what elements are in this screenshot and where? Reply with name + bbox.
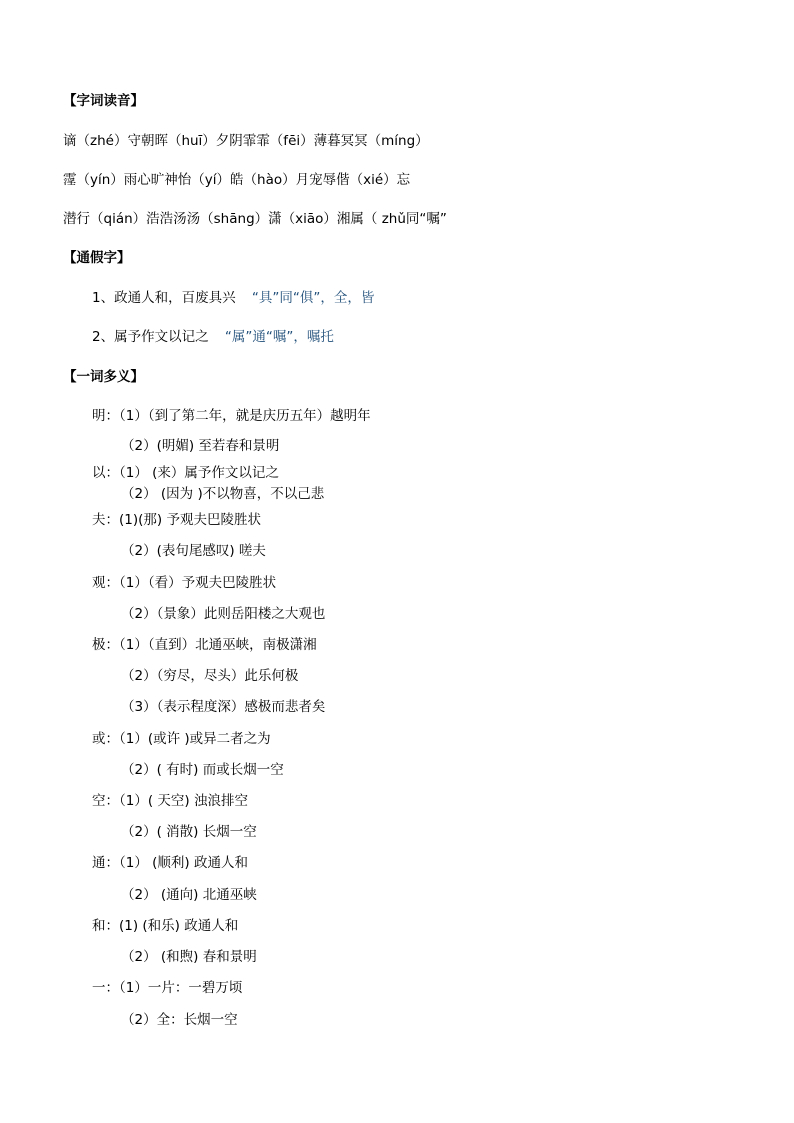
tongjia-note: “属”通“嘱”，嘱托 xyxy=(224,329,334,345)
section-heading-tongjia: 【通假字】 xyxy=(63,250,131,266)
polysemy-line: （2）（景象）此则岳阳楼之大观也 xyxy=(121,606,326,622)
polysemy-line: （2）( 消散) 长烟一空 xyxy=(121,824,257,840)
polysemy-line: 以：（1） (来）属予作文以记之 xyxy=(92,465,279,481)
polysemy-line: （2）(表句尾感叹) 嗟夫 xyxy=(121,543,266,559)
polysemy-line: （2）（穷尽，尽头）此乐何极 xyxy=(121,668,299,684)
polysemy-line: （2）全：长烟一空 xyxy=(121,1012,238,1028)
polysemy-line: （2） (因为 )不以物喜，不以己悲 xyxy=(121,486,325,502)
polysemy-line: 通：（1） (顺利) 政通人和 xyxy=(92,855,248,871)
polysemy-line: 或：（1）(或许 )或异二者之为 xyxy=(92,731,271,747)
tongjia-note: “具”同“俱”，全，皆 xyxy=(251,290,375,306)
polysemy-line: （2）(明媚) 至若春和景明 xyxy=(121,438,280,454)
section-heading-polysemy: 【一词多义】 xyxy=(63,369,144,385)
tongjia-item-1 xyxy=(92,289,374,307)
tongjia-text: 1、政通人和，百废具兴 xyxy=(92,290,236,306)
polysemy-line: （2） (和煦) 春和景明 xyxy=(121,949,257,965)
reading-line-1: 谪（zhé）守朝晖（huī）夕阴霏霏（fēi）薄暮冥冥（míng） xyxy=(63,133,429,149)
tongjia-item-2 xyxy=(92,328,334,346)
polysemy-line: 夫：(1)(那) 予观夫巴陵胜状 xyxy=(92,512,261,528)
reading-line-2: 霪（yín）雨心旷神怡（yí）皓（hào）月宠辱偕（xié）忘 xyxy=(63,172,411,188)
polysemy-line: （2） (通向) 北通巫峡 xyxy=(121,887,257,903)
polysemy-line: 观：（1）（看）予观夫巴陵胜状 xyxy=(92,575,277,591)
section-heading-reading: 【字词读音】 xyxy=(63,93,144,109)
polysemy-line: （3）（表示程度深）感极而悲者矣 xyxy=(121,699,326,715)
polysemy-line: 空：（1）( 天空) 浊浪排空 xyxy=(92,793,248,809)
polysemy-line: （2）( 有时) 而或长烟一空 xyxy=(121,762,284,778)
reading-line-3: 潜行（qián）浩浩汤汤（shāng）潇（xiāo）湘属（ zhǔ同“嘱” xyxy=(63,211,447,227)
polysemy-line: 极：（1）（直到）北通巫峡，南极潇湘 xyxy=(92,637,317,653)
polysemy-line: 和：(1) (和乐) 政通人和 xyxy=(92,918,239,934)
polysemy-line: 明：（1）（到了第二年，就是庆历五年）越明年 xyxy=(92,408,371,424)
tongjia-text: 2、属予作文以记之 xyxy=(92,329,209,345)
polysemy-line: 一：（1）一片：一碧万顷 xyxy=(92,980,243,996)
